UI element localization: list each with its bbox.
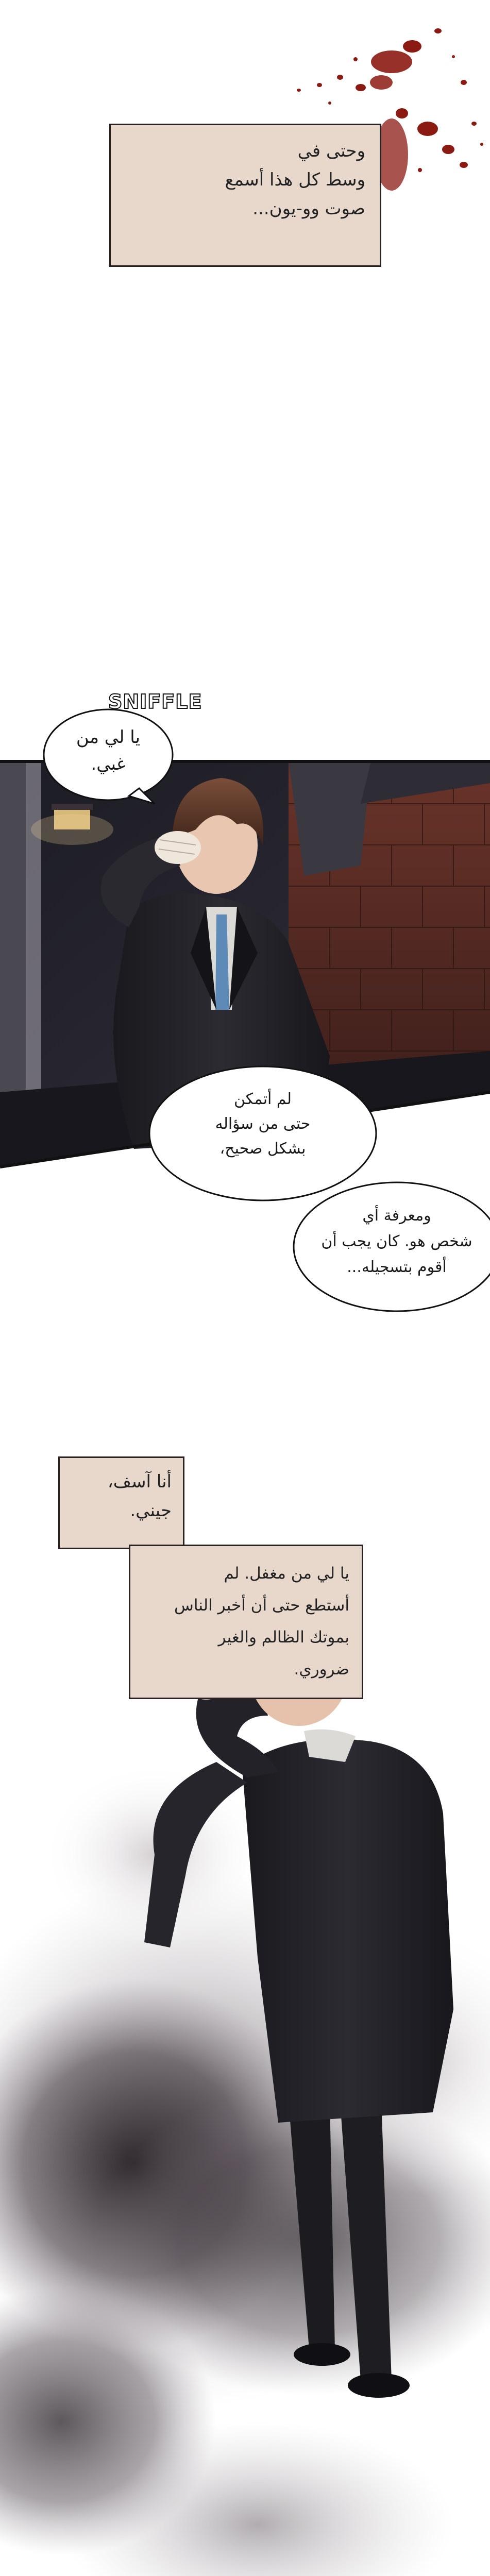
bubble-small-line-1: يا لي من [76, 727, 141, 748]
caption-regret-line-4: ضروري. [294, 1660, 349, 1679]
caption-top-line-1: وحتى في [297, 141, 365, 161]
bubble-large-line-1: ومعرفة أي [362, 1207, 431, 1225]
caption-regret-line-2: أستطع حتى أن أخبر الناس [174, 1596, 349, 1615]
caption-top-line-2: وسط كل هذا أسمع [225, 170, 365, 190]
bubble-medium-line-1: لم أتمكن [233, 1090, 292, 1108]
bubble-small-line-2: غبي. [91, 754, 126, 774]
bubble-large-line-3: أقوم بتسجيله... [347, 1258, 447, 1276]
bubble-medium-line-2: حتى من سؤاله [215, 1115, 311, 1133]
bubble-medium-line-3: بشكل صحيح، [219, 1140, 306, 1158]
caption-apology-line-2: جيني. [130, 1500, 172, 1521]
caption-apology-line-1: أنا آسف، [107, 1471, 172, 1492]
bubble-large-line-2: شخص هو. كان يجب أن [321, 1232, 472, 1250]
bubble-small-text [49, 724, 167, 777]
caption-top [109, 124, 381, 267]
sniffle-sfx: SNIFFLE [108, 690, 202, 713]
bubble-medium-text [165, 1087, 361, 1161]
caption-regret-line-1: يا لي من مغفل. لم [224, 1564, 349, 1583]
caption-regret [129, 1545, 363, 1699]
caption-apology [58, 1456, 184, 1549]
panel-smoke-scene [0, 1618, 490, 2576]
bubble-large-text [304, 1203, 489, 1280]
caption-top-line-3: صوت وو-يون... [252, 198, 365, 219]
caption-regret-line-3: بموتك الظالم والغير [218, 1628, 349, 1647]
